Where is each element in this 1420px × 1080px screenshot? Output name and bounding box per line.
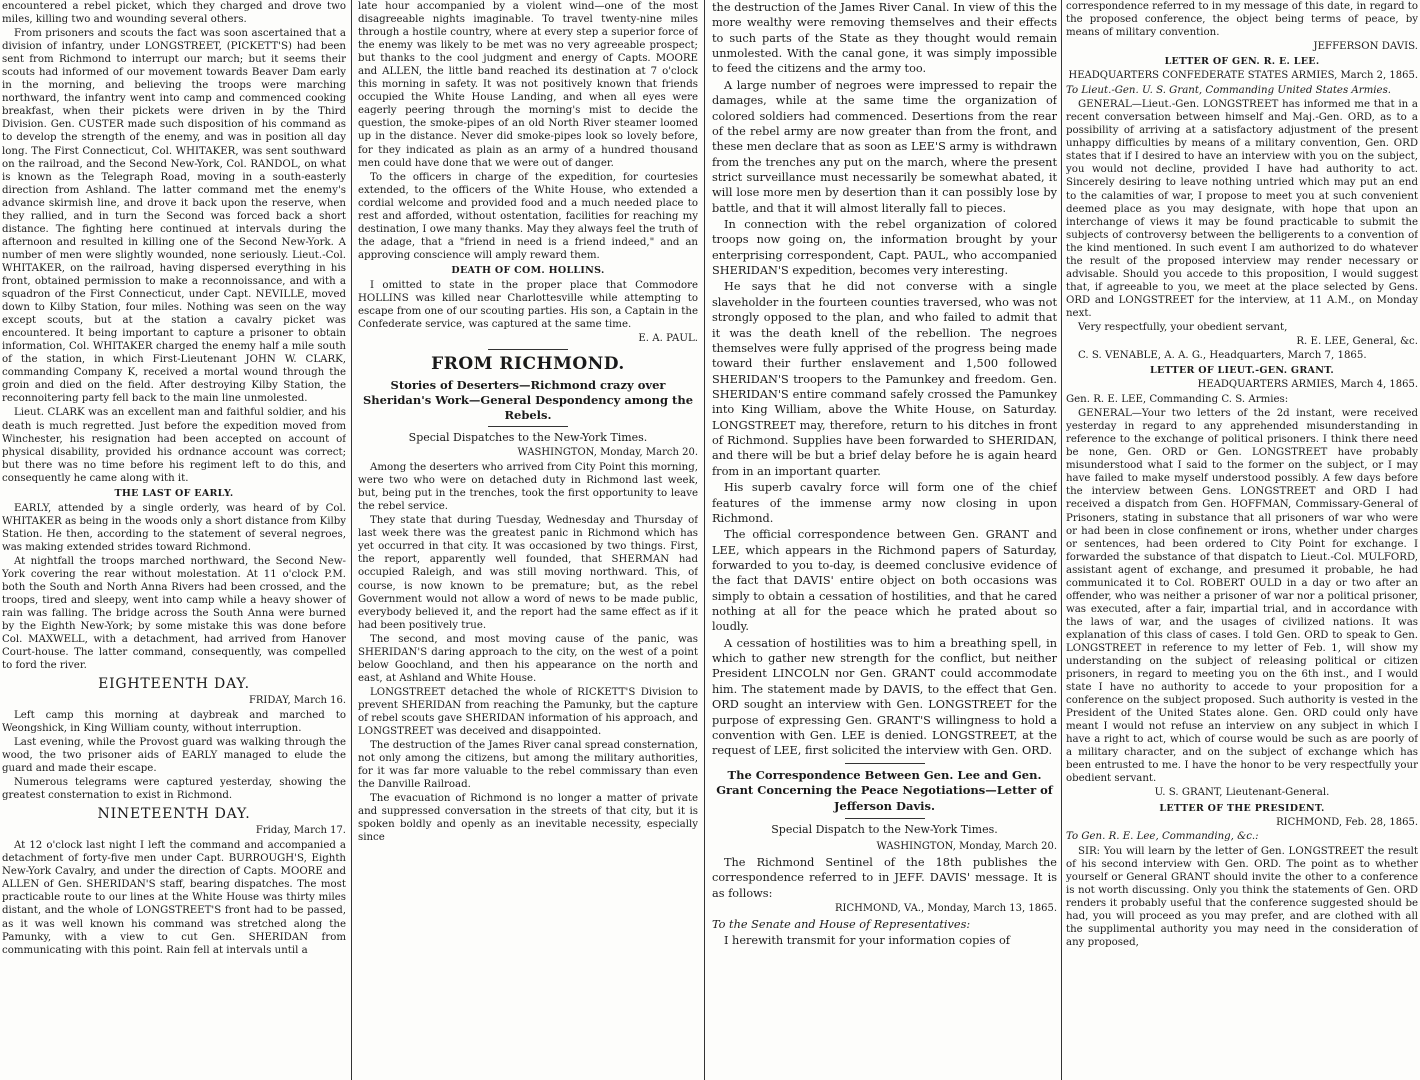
paragraph: The destruction of the James River canal spread consternation, not only among the citizens, but among the military authorities, for it was far more valuable to the rebel commissary than even the Danville Railroad. — [358, 740, 698, 791]
paragraph: At 12 o'clock last night I left the command and accompanied a detachment of forty-five men under Capt. BURROUGH'S, Eighth New-York Cavalry, and under the direction of Capts. MOORE and ALLEN of Gen. SHERIDAN'S staff, bearing dispatches. The most practicable route to our lines at the White House was thirty miles distant, and the whole of LONGSTREET'S front had to be passed, as it was well known his command was stretched along the Pamunky, with a view to cut Gen. SHERIDAN from communicating with this point. Rain fell at intervals until a — [2, 840, 346, 956]
paragraph: SIR: You will learn by the letter of Gen. LONGSTREET the result of his second interview with Gen. ORD. The point as to whether yourself or General GRANT should invite the other to a conference is not worth discussing. Only you think the statements of Gen. ORD renders it probably useful that the conference suggested should be had, you will proceed as you may prefer, and are clothed with all the supplimental authority you may need in the consideration of any proposed, — [1066, 845, 1418, 948]
section-heading: THE LAST OF EARLY. — [114, 487, 234, 499]
paragraph: EARLY, attended by a single orderly, was heard of by Col. WHITAKER as being in the woods only a short distance from Kilby Station. He then, according to the statement of several negroes, was making extended strides toward Richmond. — [2, 502, 346, 554]
address-line: To Lieut.-Gen. U. S. Grant, Commanding United States Armies. — [1066, 85, 1392, 97]
column-rule — [704, 0, 705, 1080]
dateline: Friday, March 17. — [255, 825, 346, 837]
dispatch-line: Special Dispatches to the New-York Times. — [408, 431, 648, 445]
paragraph: GENERAL—Lieut.-Gen. LONGSTREET has informed me that in a recent conversation between himself and Maj.-Gen. ORD, as to a possibility of arriving at a satisfactory adjustment of the present unhappy difficulties by means of a military convention, Gen. ORD states that if I desired to have an interview with you on the subject, you would not decline, provided I have had authority to act. Sincerely desiring to leave nothing untried which may put an end to the calamities of war, I propose to meet you at such convenient deemed place as you may designate, with hope that upon an interchange of views it may be found practicable to submit the subjects of controversy between the belligerents to a convention of the kind mentioned. In such event I am authorized to do whatever the result of the proposed interview may render necessary or advisable. Should you accede to this proposition, I would suggest that, if agreeable to you, we meet at the place selected by Gens. ORD and LONGSTREET for the interview, at 11 A.M., on Monday next. — [1066, 99, 1418, 319]
paragraph: I omitted to state in the proper place that Commodore HOLLINS was killed near Charlottesville while attempting to escape from one of our scouting parties. His son, a Captain in the Confederate service, was captured at the same time. — [358, 280, 698, 331]
paragraph: In connection with the rebel organization of colored troops now going on, the information brought by your enterprising correspondent, Capt. PAUL, who accompanied SHERIDAN'S expedition, becomes very interesting. — [712, 218, 1057, 278]
section-heading: NINETEENTH DAY. — [97, 805, 251, 822]
dateline: RICHMOND, VA., Monday, March 13, 1865. — [834, 903, 1057, 915]
paragraph: C. S. VENABLE, A. A. G., Headquarters, March 7, 1865. — [1078, 350, 1367, 362]
section-heading: LETTER OF GEN. R. E. LEE. — [1164, 56, 1320, 68]
paragraph: The Richmond Sentinel of the 18th publishes the correspondence referred to in JEFF. DAVIS' message. It is as follows: — [712, 856, 1057, 900]
dateline: HEADQUARTERS CONFEDERATE STATES ARMIES, March 2, 1865. — [1068, 70, 1418, 82]
dateline: RICHMOND, Feb. 28, 1865. — [1276, 816, 1418, 828]
column-4 — [1066, 0, 1418, 1080]
section-heading: LETTER OF LIEUT.-GEN. GRANT. — [1150, 365, 1334, 377]
paragraph: Left camp this morning at daybreak and marched to Weongshick, in King William county, without interruption. — [2, 710, 346, 735]
column-2 — [358, 0, 698, 1080]
dispatch-line: Special Dispatch to the New-York Times. — [771, 823, 998, 837]
address-line: To Gen. R. E. Lee, Commanding, &c.: — [1066, 831, 1259, 843]
column-1 — [2, 0, 346, 1080]
paragraph: the destruction of the James River Canal. In view of this the more wealthy were removing themselves and their effects to such parts of the State as they thought would remain unmolested. With the canal gone, it was simply impossible to feed the citizens and the army too. — [712, 1, 1057, 76]
subheadline: Stories of Deserters—Richmond crazy over Sheridan's Work—General Despondency among the Rebels. — [362, 378, 694, 422]
column-3 — [712, 0, 1057, 1080]
paragraph: LONGSTREET detached the whole of RICKETT'S Division to prevent SHERIDAN from reaching the Pamunky, but the capture of rebel scouts gave SHERIDAN information of his approach, and LONGSTREET was deceived and disappointed. — [358, 686, 698, 738]
signature: E. A. PAUL. — [638, 333, 698, 345]
divider — [488, 349, 568, 350]
section-heading: LETTER OF THE PRESIDENT. — [1159, 802, 1325, 814]
divider — [488, 426, 568, 427]
paragraph: A large number of negroes were impressed to repair the damages, while at the same time the organization of colored soldiers had commenced. Desertions from the rear of the rebel army are now greater than from the front, and these men declare that as soon as LEE'S army is withdrawn from the trenches any put on the march, where the present strict surveillance must necessarily be somewhat abated, it will lose more men by desertion than it can possibly lose by battle, and that it will almost literally fall to pieces. — [712, 78, 1057, 215]
paragraph: Among the deserters who arrived from City Point this morning, were two who were on detached duty in Richmond last week, but, being put in the trenches, took the first opportunity to leave the rebel service. — [358, 462, 698, 513]
address-line: Gen. R. E. LEE, Commanding C. S. Armies: — [1066, 394, 1289, 406]
subheadline: The Correspondence Between Gen. Lee and Gen. Grant Concerning the Peace Negotiations—Letter of Jefferson Davis. — [716, 767, 1053, 813]
column-rule — [1061, 0, 1062, 1080]
address-line: To the Senate and House of Representatives: — [712, 917, 971, 931]
paragraph: The evacuation of Richmond is no longer a matter of private and suppressed conversation in the streets of that city, but it is spoken boldly and openly as an inevitable necessity, especially since — [358, 793, 698, 844]
headline: FROM RICHMOND. — [431, 354, 625, 375]
signature: R. E. LEE, General, &c. — [1296, 336, 1418, 348]
paragraph: GENERAL—Your two letters of the 2d instant, were received yesterday in regard to any apprehended misunderstanding in reference to the exchange of political prisoners. I think there need be none, Gen. ORD or Gen. LONGSTREET have probably misunderstood what I said to the former on the subject, or I may have failed to make myself understood possibly. A few days before the interview between Gens. LONGSTREET and ORD I had received a dispatch from Gen. HOFFMAN, Commissary-General of Prisoners, stating in substance that all prisoners of war who were or had been in close confinement or irons, whether under charges or sentences, had been ordered to City Point for exchange. I forwarded the substance of that dispatch to Lieut.-Col. MULFORD, assistant agent of exchange, and presumed it probable, he had communicated it to Col. ROBERT OULD in a day or two after an offender, who was neither a prisoner of war nor a political prisoner, was executed, after a fair, impartial trial, and in accordance with the laws of war, and the usages of civilized nations. It was explanation of this class of cases. I told Gen. ORD to speak to Gen. LONGSTREET in reference to my letter of Feb. 1, will show my understanding on the subject of releasing political or citizen prisoners, in regard to meeting you on the 6th inst., and I would state I have no authority to accede to your proposition for a conference on the subject proposed. Such authority is vested in the President of the United States alone. Gen. ORD could only have meant I would not refuse an interview on any subject in which I have a right to act, which of course would be such as are poorly of a military character, and on the subject of exchange which has been entrusted to me. I have the honor to be very respectfully your obedient servant. — [1066, 408, 1418, 785]
paragraph: Lieut. CLARK was an excellent man and faithful soldier, and his death is much regretted. Just before the expedition moved from Winchester, his resignation had been accepted on account of physical disability, provided his ordnance account was correct; but there was no time before his regiment left to do this, and consequently he came along with it. — [2, 407, 346, 484]
signature: JEFFERSON DAVIS. — [1313, 41, 1418, 53]
paragraph: From prisoners and scouts the fact was soon ascertained that a division of infantry, under LONGSTREET, (PICKETT'S) had been sent from Richmond to interrupt our march; but it seems their scouts had informed of our movement towards Beaver Dam early in the morning, and believing the troops were marching northward, the infantry went into camp and commenced cooking breakfast, when their pickets were driven in by the Third Division. Gen. CUSTER made such disposition of his command as to develop the strength of the enemy, and was in position all day long. The First Connecticut, Col. WHITAKER, was sent southward on the railroad, and the Second New-York, Col. RANDOL, on what is known as the Telegraph Road, moving in a south-easterly direction from Ashland. The latter command met the enemy's advance skirmish line, and drove it back upon the reserve, when they rallied, and in turn the Second was forced back a short distance. The fighting here continued at intervals during the afternoon and resulted in killing one of the Second New-York. A number of men were slightly wounded, none seriously. Lieut.-Col. WHITAKER, on the railroad, having dispersed everything in his front, obtained permission to make a reconnoissance, and with a squadron of the First Connecticut, under Capt. NEVILLE, moved down to Kilby Station, four miles. Nothing was seen on the way except scouts, but at the station a cavalry picket was encountered. It being important to capture a prisoner to obtain information, Col. WHITAKER charged the enemy half a mile south of the station, in which First-Lieutenant JOHN W. CLARK, commanding Company K, received a mortal wound through the groin and died on the field. After destroying Kilby Station, the reconnoitering party fell back to the main line unmolested. — [2, 28, 346, 405]
paragraph: He says that he did not converse with a single slaveholder in the fourteen counties traversed, who was not strongly opposed to the plan, and who failed to admit that it was the death knell of the rebellion. The negroes themselves were fully apprised of the progress being made toward their further enslavement and 1,500 followed SHERIDAN'S troopers to the Pamunkey and freedom. Gen. SHERIDAN'S entire command safely crossed the Pamunkey into King William, above the White House, on Saturday. LONGSTREET may, therefore, return to his ditches in front of Richmond. Supplies have been forwarded to SHERIDAN, and there will be but a brief delay before he is again heard from in an important quarter. — [712, 280, 1057, 478]
dateline: WASHINGTON, Monday, March 20. — [876, 841, 1057, 853]
paragraph: At nightfall the troops marched northward, the Second New-York covering the rear without molestation. At 11 o'clock P.M. both the South and North Anna Rivers had been crossed, and the troops, tired and sleepy, went into camp while a heavy shower of rain was falling. The bridge across the South Anna were burned by the Eighth New-York; by some mistake this was done before Col. MAXWELL, with a detachment, had arrived from Hanover Court-house. The latter command, consequently, was compelled to ford the river. — [2, 556, 346, 672]
section-heading: DEATH OF COM. HOLLINS. — [451, 264, 605, 276]
paragraph: Very respectfully, your obedient servant, — [1078, 321, 1288, 333]
paragraph: late hour accompanied by a violent wind—one of the most disagreeable nights imaginable. To travel twenty-nine miles through a hostile country, where at every step a superior force of the enemy was likely to be met was no very agreeable prospect; but thanks to the cool judgment and energy of Capts. MOORE and ALLEN, the little band reached its destination at 7 o'clock this morning in safety. It was not positively known that friends occupied the White House Landing, and when all eyes were eagerly peering through the morning's mist to decide the question, the smoke-pipes of an old North River steamer loomed up in the distance. Never did smoke-pipes look so lovely before, for they indicated as plain as an army of a hundred thousand men could have done that we were out of danger. — [358, 1, 698, 169]
paragraph: Numerous telegrams were captured yesterday, showing the greatest consternation to exist in Richmond. — [2, 777, 346, 802]
paragraph: They state that during Tuesday, Wednesday and Thursday of last week there was the greatest panic in Richmond which has yet occurred in that city. It was occasioned by two things. First, the report, apparently well founded, that SHERMAN had occupied Raleigh, and was still moving northward. This, of course, is now known to be premature; but, as the rebel Government would not allow a word of news to be made public, everybody believed it, and the report had the same effect as if it had been positively true. — [358, 515, 698, 631]
paragraph: A cessation of hostilities was to him a breathing spell, in which to gather new strength for the conflict, but neither President LINCOLN nor Gen. GRANT could accommodate him. The statement made by DAVIS, to the effect that Gen. ORD sought an interview with Gen. LONGSTREET for the purpose of expressing Gen. GRANT'S willingness to hold a convention with Gen. LEE is denied. LONGSTREET, at the request of LEE, first solicited the interview with Gen. ORD. — [712, 636, 1057, 758]
column-rule — [351, 0, 352, 1080]
paragraph: The official correspondence between Gen. GRANT and LEE, which appears in the Richmond papers of Saturday, forwarded to you to-day, is deemed conclusive evidence of the fact that DAVIS' entire object on both occasions was simply to obtain a cessation of hostilities, and that he cared nothing at all for the peace which he prated about so loudly. — [712, 528, 1057, 634]
paragraph: Last evening, while the Provost guard was walking through the wood, the two prisoner aids of EARLY managed to elude the guard and made their escape. — [2, 737, 346, 775]
divider — [845, 763, 925, 764]
signature: U. S. GRANT, Lieutenant-General. — [1154, 787, 1330, 799]
paragraph: encountered a rebel picket, which they charged and drove two miles, killing two and wounding several others. — [2, 1, 346, 26]
divider — [845, 818, 925, 819]
paragraph: His superb cavalry force will form one of the chief features of the immense army now closing in upon Richmond. — [712, 481, 1057, 525]
section-heading: EIGHTEENTH DAY. — [98, 675, 250, 692]
dateline: WASHINGTON, Monday, March 20. — [517, 447, 698, 459]
dateline: FRIDAY, March 16. — [248, 695, 346, 707]
paragraph: The second, and most moving cause of the panic, was SHERIDAN'S daring approach to the city, on the west of a point below Goochland, and then his appearance on the north and east, at Ashland and White House. — [358, 633, 698, 684]
dateline: HEADQUARTERS ARMIES, March 4, 1865. — [1197, 379, 1418, 391]
paragraph: I herewith transmit for your information copies of — [724, 934, 1010, 948]
paragraph: To the officers in charge of the expedition, for courtesies extended, to the officers of the White House, who extended a cordial welcome and provided food and a much needed place to rest and afforded, without ostentation, facilities for reaching my destination, I owe many thanks. May they always feel the truth of the adage, that a "friend in need is a friend indeed," and an approving conscience will amply reward them. — [358, 171, 698, 261]
paragraph: correspondence referred to in my message of this date, in regard to the proposed conference, the object being terms of peace, by means of military convention. — [1066, 1, 1418, 39]
